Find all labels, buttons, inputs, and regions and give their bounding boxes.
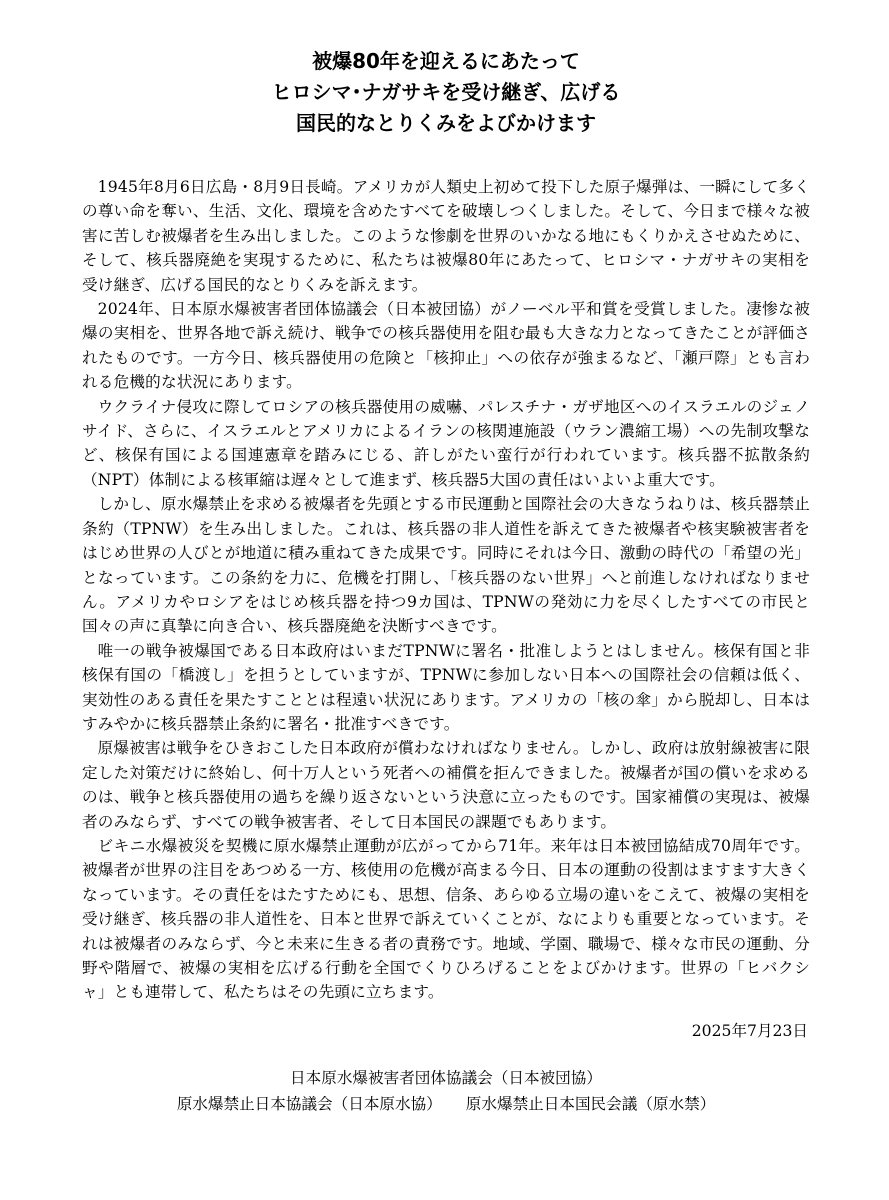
- document: [82, 46, 810, 1117]
- document-title: [82, 46, 810, 139]
- document-date: 2025年7月23日: [691, 1021, 808, 1040]
- paragraph-3: ウクライナ侵攻に際してロシアの核兵器使用の威嚇、パレスチナ・ガザ地区へのイスラエルのジェノサイド、さらに、イスラエルとアメリカによるイランの核関連施設（ウラン濃縮工場）への先制攻撃など、核保有国による国連憲章を踏みにじる、許しがたい蛮行が行われています。核兵器不拡散条約（NPT）体制による核軍縮は遅々として進まず、核兵器5大国の責任はいよいよ重大です。: [82, 397, 810, 489]
- paragraph-7: ビキニ水爆被災を契機に原水爆禁止運動が広がってから71年。来年は日本被団協結成70周年です。被爆者が世界の注目をあつめる一方、核使用の危機が高まる今日、日本の運動の役割はますます大きくなっています。その責任をはたすためにも、思想、信条、あらゆる立場の違いをこえて、被爆の実相を受け継ぎ、核兵器の非人道性を、日本と世界で訴えていくことが、なによりも重要となっています。それは被爆者のみならず、今と未来に生きる者の責務です。地域、学園、職場で、様々な市民の運動、分野や階層で、被爆の実相を広げる行動を全国でくりひろげることをよびかけます。世界の「ヒバクシャ」とも連帯して、私たちはその先頭に立ちます。: [82, 836, 810, 1002]
- paragraph-5: 唯一の戦争被爆国である日本政府はいまだTPNWに署名・批准しようとはしません。核保有国と非核保有国の「橋渡し」を担うとしていますが、TPNWに参加しない日本への国際社会の信頼は低く、実効性のある責任を果たすこととは程遠い状況にあります。アメリカの「核の傘」から脱却し、日本はすみやかに核兵器禁止条約に署名・批准すべきです。: [82, 641, 810, 733]
- signatory-gensuikyo: 原水爆禁止日本協議会（日本原水協）: [176, 1094, 442, 1113]
- title-line-1: 被爆80年を迎えるにあたって: [312, 49, 580, 73]
- signatories: [82, 1065, 810, 1117]
- title-line-2: ヒロシマ･ナガサキを受け継ぎ、広げる: [271, 80, 621, 104]
- paragraph-6: 原爆被害は戦争をひきおこした日本政府が償わなければなりません。しかし、政府は放射線被害に限定した対策だけに終始し、何十万人という死者への補償を拒んできました。被爆者が国の償いを求めるのは、戦争と核兵器使用の過ちを繰り返さないという決意に立ったものです。国家補償の実現は、被爆者のみならず、すべての戦争被害者、そして日本国民の課題でもあります。: [82, 739, 810, 831]
- paragraph-4: しかし、原水爆禁止を求める被爆者を先頭とする市民運動と国際社会の大きなうねりは、核兵器禁止条約（TPNW）を生み出しました。これは、核兵器の非人道性を訴えてきた被爆者や核実験被害者をはじめ世界の人びとが地道に積み重ねてきた成果です。同時にそれは今日、激動の時代の「希望の光」となっています。この条約を力に、危機を打開し、「核兵器のない世界」へと前進しなければなりません。アメリカやロシアをはじめ核兵器を持つ9カ国は、TPNWの発効に力を尽くしたすべての市民と国々の声に真摯に向き合い、核兵器廃絶を決断すべきです。: [82, 495, 810, 636]
- signatory-gensuikin: 原水爆禁止日本国民会議（原水禁）: [465, 1094, 716, 1113]
- paragraph-1: 1945年8月6日広島・8月9日長崎。アメリカが人類史上初めて投下した原子爆弾は、一瞬にして多くの尊い命を奪い、生活、文化、環境を含めたすべてを破壊しつくしました。そして、今日まで様々な被害に苦しむ被爆者を生み出しました。このような惨劇を世界のいかなる地にもくりかえさせぬために、そして、核兵器廃絶を実現するために、私たちは被爆80年にあたって、ヒロシマ・ナガサキの実相を受け継ぎ、広げる国民的なとりくみを訴えます。: [82, 178, 810, 294]
- paragraph-2: 2024年、日本原水爆被害者団体協議会（日本被団協）がノーベル平和賞を受賞しました。凄惨な被爆の実相を、世界各地で訴え続け、戦争での核兵器使用を阻む最も大きな力となってきたことが評価されたものです。一方今日、核兵器使用の危険と「核抑止」への依存が強まるなど、「瀬戸際」とも言われる危機的な状況にあります。: [82, 300, 810, 392]
- signatory-row-2: [82, 1091, 810, 1117]
- document-body: [82, 175, 810, 1005]
- title-line-3: 国民的なとりくみをよびかけます: [296, 111, 596, 135]
- signatory-hidankyo: 日本原水爆被害者団体協議会（日本被団協）: [290, 1068, 602, 1087]
